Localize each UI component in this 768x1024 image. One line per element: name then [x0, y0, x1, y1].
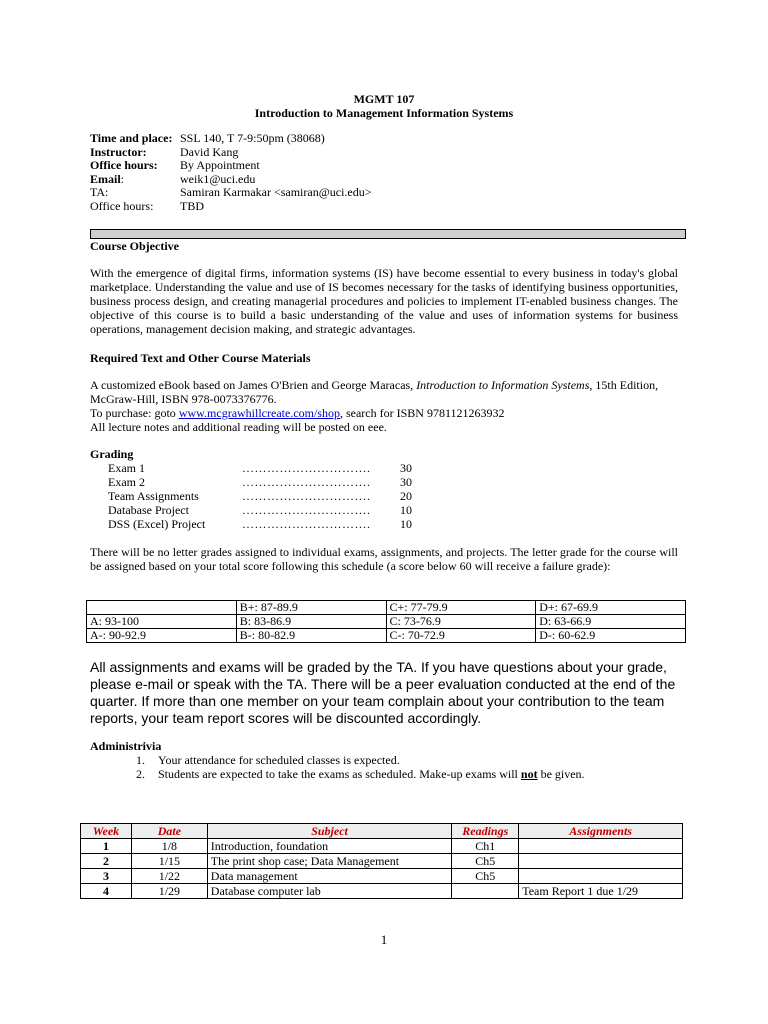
schedule-cell-assignments — [519, 854, 683, 869]
grading-item — [108, 517, 412, 531]
grading-item-points: 30 — [400, 475, 412, 489]
grading-note: There will be no letter grades assigned to individual exams, assignments, and projects. The letter grade for the course will be assigned based on your total score following this schedule (a score below 60 will receive a failure grade): — [90, 545, 678, 573]
info-key-colon: : — [120, 171, 125, 186]
info-key: Office hours: — [90, 199, 154, 213]
grading-item-leader: …………………………. — [242, 461, 371, 475]
schedule-cell-subject: The print shop case; Data Management — [207, 854, 451, 869]
schedule-cell-week: 4 — [81, 884, 132, 899]
grading-item-name: Exam 2 — [108, 475, 145, 489]
info-value: Samiran Karmakar <samiran@uci.edu> — [180, 185, 372, 200]
grade-scale-table — [86, 600, 686, 643]
info-value: weik1@uci.edu — [180, 171, 256, 186]
grading-item-name: Exam 1 — [108, 461, 145, 475]
grading-item-points: 20 — [400, 489, 412, 503]
materials-text — [90, 378, 678, 434]
grade-scale-row — [87, 629, 686, 643]
grade-scale-row — [87, 615, 686, 629]
info-key: Time and place: — [90, 131, 173, 145]
grade-scale-row — [87, 601, 686, 615]
grading-item-points: 10 — [400, 503, 412, 517]
grading-heading: Grading — [90, 447, 134, 461]
schedule-cell-readings: Ch5 — [452, 869, 519, 884]
info-value: SSL 140, T 7-9:50pm (38068) — [180, 131, 325, 145]
schedule-cell-subject: Data management — [207, 869, 451, 884]
admin-item-text-pre: Students are expected to take the exams as scheduled. Make-up exams will — [158, 767, 521, 781]
info-key: Office hours: — [90, 158, 158, 173]
schedule-cell-readings: Ch1 — [452, 839, 519, 854]
info-row — [90, 132, 325, 146]
purchase-post: , search for ISBN 9781121263932 — [339, 406, 505, 420]
grading-item-points: 10 — [400, 517, 412, 531]
info-key: Instructor: — [90, 144, 147, 159]
grading-item — [108, 503, 412, 517]
purchase-pre: To purchase: goto — [90, 406, 179, 420]
col-subject: Subject — [207, 824, 451, 839]
materials-line1-pre: A customized eBook based on James O'Brien and George Maracas, — [90, 378, 417, 392]
course-title: Introduction to Management Information Systems — [254, 106, 514, 120]
admin-item-number: 2. — [136, 767, 145, 781]
grading-item — [108, 475, 412, 489]
schedule-cell-week: 3 — [81, 869, 132, 884]
col-assignments: Assignments — [519, 824, 683, 839]
schedule-cell-date: 1/15 — [131, 854, 207, 869]
grading-item-name: Database Project — [108, 503, 189, 517]
info-row — [90, 186, 372, 200]
info-value: David Kang — [180, 144, 239, 159]
objective-text: With the emergence of digital firms, information systems (IS) have become essential to every business in today's global marketplace. Understanding the value and use of IS becomes necessary for the tasks of identifying business opportunities, business process design, and creating managerial procedures and policies to implement IT-enabled business changes. The objective of this course is to build a basic understanding of the value and uses of information systems for business operations, management decision making, and strategic advantages. — [90, 266, 678, 336]
info-row — [90, 173, 255, 187]
ta-note: All assignments and exams will be graded by the TA. If you have questions about your grade, please e-mail or speak with the TA. There will be a peer evaluation conducted at the end of the quarter. If more than one member on your team complain about your contribution to the team reports, your team report scores will be discounted accordingly. — [90, 659, 676, 726]
grade-scale-cell: A-: 90-92.9 — [87, 629, 237, 643]
admin-item-2 — [136, 767, 585, 781]
grade-scale-cell: D: 63-66.9 — [536, 615, 686, 629]
grading-item-leader: …………………………. — [242, 517, 371, 531]
info-key: TA: — [90, 185, 109, 200]
grading-item — [108, 489, 412, 503]
grading-item-leader: …………………………. — [242, 489, 371, 503]
admin-heading: Administrivia — [90, 739, 162, 753]
grade-scale-cell: D-: 60-62.9 — [536, 629, 686, 643]
purchase-link[interactable]: www.mcgrawhillcreate.com/shop — [178, 406, 340, 420]
lecture-notes-line: All lecture notes and additional reading will be posted on eee. — [90, 420, 387, 434]
grading-item-points: 30 — [400, 461, 412, 475]
grading-item-name: DSS (Excel) Project — [108, 517, 206, 531]
schedule-table — [80, 823, 683, 899]
info-row — [90, 200, 204, 214]
schedule-cell-week: 1 — [81, 839, 132, 854]
grade-scale-cell: C+: 77-79.9 — [386, 601, 536, 615]
schedule-cell-date: 1/29 — [131, 884, 207, 899]
objective-heading: Course Objective — [90, 239, 179, 253]
grading-item — [108, 461, 412, 475]
schedule-cell-week: 2 — [81, 854, 132, 869]
col-week: Week — [81, 824, 132, 839]
grade-scale-cell: B-: 80-82.9 — [236, 629, 386, 643]
course-code: MGMT 107 — [353, 92, 415, 106]
grade-scale-cell — [87, 601, 237, 615]
schedule-row — [81, 854, 683, 869]
schedule-row — [81, 869, 683, 884]
grade-scale-cell: B: 83-86.9 — [236, 615, 386, 629]
info-key — [90, 173, 180, 187]
info-value: TBD — [180, 199, 204, 213]
grade-scale-cell: C: 73-76.9 — [386, 615, 536, 629]
schedule-row — [81, 884, 683, 899]
schedule-header-row — [81, 824, 683, 839]
schedule-cell-readings — [452, 884, 519, 899]
schedule-cell-date: 1/22 — [131, 869, 207, 884]
schedule-cell-assignments — [519, 869, 683, 884]
grade-scale-cell: C-: 70-72.9 — [386, 629, 536, 643]
schedule-cell-subject: Database computer lab — [207, 884, 451, 899]
schedule-row — [81, 839, 683, 854]
info-row — [90, 146, 238, 160]
schedule-cell-date: 1/8 — [131, 839, 207, 854]
section-divider — [90, 229, 686, 239]
admin-item-text-post: be given. — [537, 767, 585, 781]
grade-scale-cell: A: 93-100 — [87, 615, 237, 629]
admin-item-1 — [136, 753, 400, 767]
schedule-cell-assignments: Team Report 1 due 1/29 — [519, 884, 683, 899]
grading-item-leader: …………………………. — [242, 503, 371, 517]
schedule-cell-assignments — [519, 839, 683, 854]
grading-item-leader: …………………………. — [242, 475, 371, 489]
grading-item-name: Team Assignments — [108, 489, 199, 503]
info-value: By Appointment — [180, 158, 260, 173]
col-readings: Readings — [452, 824, 519, 839]
admin-item-number: 1. — [136, 753, 145, 767]
col-date: Date — [131, 824, 207, 839]
grade-scale-cell: D+: 67-69.9 — [536, 601, 686, 615]
grade-scale-cell: B+: 87-89.9 — [236, 601, 386, 615]
admin-item-text: Your attendance for scheduled classes is expected. — [158, 753, 400, 767]
info-row — [90, 159, 260, 173]
textbook-title: Introduction to Information Systems — [416, 378, 590, 392]
admin-item-emphasis: not — [520, 767, 538, 781]
schedule-cell-subject: Introduction, foundation — [207, 839, 451, 854]
materials-line1-post: , 15th Edition, McGraw-Hill, ISBN 978-0073376776. — [90, 378, 659, 406]
page-number: 1 — [380, 932, 388, 947]
schedule-cell-readings: Ch5 — [452, 854, 519, 869]
materials-heading: Required Text and Other Course Materials — [90, 351, 311, 365]
info-key-label: Email — [90, 171, 121, 186]
